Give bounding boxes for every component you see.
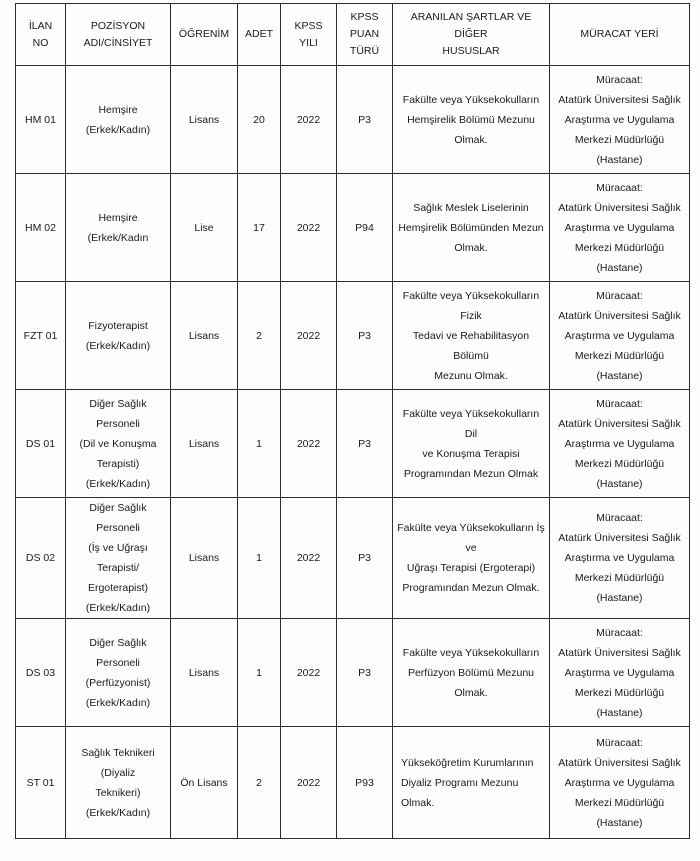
cell-ogrenim: Lisans [171,619,238,727]
cell-kpss-yili: 2022 [281,174,337,282]
header-muracat: MÜRACAT YERİ [550,4,690,66]
cell-ilan-no: FZT 01 [16,282,66,390]
cell-adet: 17 [238,174,281,282]
table-row [16,727,690,839]
cell-kpss-puan: P3 [337,619,393,727]
cell-kpss-puan: P3 [337,498,393,619]
table-row [16,498,690,619]
cell-ogrenim: Lise [171,174,238,282]
cell-kpss-yili: 2022 [281,390,337,498]
cell-adet: 1 [238,498,281,619]
cell-muracat: Müracaat: Atatürk Üniversitesi Sağlık Araştırma ve Uygulama Merkezi Müdürlüğü (Hastane) [550,174,690,282]
cell-sartlar: Fakülte veya Yüksekokulların Fizik Tedavi ve Rehabilitasyon Bölümü Mezunu Olmak. [393,282,550,390]
cell-sartlar: Fakülte veya Yüksekokulların Perfüzyon Bölümü Mezunu Olmak. [393,619,550,727]
cell-ilan-no: ST 01 [16,727,66,839]
cell-ilan-no: HM 01 [16,66,66,174]
cell-sartlar: Sağlık Meslek Liselerinin Hemşirelik Bölümünden Mezun Olmak. [393,174,550,282]
cell-pozisyon: Diğer Sağlık Personeli (İş ve Uğraşı Terapisti/ Ergoterapist) (Erkek/Kadın) [66,498,171,619]
cell-kpss-puan: P93 [337,727,393,839]
header-ogrenim: ÖĞRENİM [171,4,238,66]
cell-adet: 2 [238,727,281,839]
cell-kpss-yili: 2022 [281,619,337,727]
cell-kpss-yili: 2022 [281,498,337,619]
cell-adet: 20 [238,66,281,174]
cell-ogrenim: Lisans [171,498,238,619]
cell-sartlar: Fakülte veya Yüksekokulların İş ve Uğraşı Terapisi (Ergoterapi) Programından Mezun Olmak. [393,498,550,619]
cell-pozisyon: Diğer Sağlık Personeli (Perfüzyonist) (Erkek/Kadın) [66,619,171,727]
header-adet: ADET [238,4,281,66]
cell-adet: 1 [238,390,281,498]
cell-muracat: Müracaat: Atatürk Üniversitesi Sağlık Araştırma ve Uygulama Merkezi Müdürlüğü (Hastane) [550,619,690,727]
table-row [16,390,690,498]
cell-kpss-puan: P3 [337,66,393,174]
cell-ilan-no: DS 02 [16,498,66,619]
cell-sartlar: Fakülte veya Yüksekokulların Hemşirelik Bölümü Mezunu Olmak. [393,66,550,174]
cell-pozisyon: Diğer Sağlık Personeli (Dil ve Konuşma Terapisti) (Erkek/Kadın) [66,390,171,498]
cell-pozisyon: Fizyoterapist (Erkek/Kadın) [66,282,171,390]
cell-ilan-no: DS 01 [16,390,66,498]
header-sartlar: ARANILAN ŞARTLAR VE DİĞER HUSUSLAR [393,4,550,66]
table-row [16,282,690,390]
cell-pozisyon: Hemşire (Erkek/Kadın [66,174,171,282]
cell-ilan-no: DS 03 [16,619,66,727]
cell-kpss-yili: 2022 [281,282,337,390]
cell-kpss-yili: 2022 [281,727,337,839]
cell-sartlar: Fakülte veya Yüksekokulların Dil ve Konuşma Terapisi Programından Mezun Olmak [393,390,550,498]
cell-muracat: Müracaat: Atatürk Üniversitesi Sağlık Araştırma ve Uygulama Merkezi Müdürlüğü (Hastane) [550,282,690,390]
header-kpss-puan: KPSS PUAN TÜRÜ [337,4,393,66]
cell-adet: 1 [238,619,281,727]
cell-muracat: Müracaat: Atatürk Üniversitesi Sağlık Araştırma ve Uygulama Merkezi Müdürlüğü (Hastane) [550,727,690,839]
cell-ogrenim: Lisans [171,66,238,174]
table-row [16,66,690,174]
cell-pozisyon: Hemşire (Erkek/Kadın) [66,66,171,174]
cell-adet: 2 [238,282,281,390]
cell-ogrenim: Ön Lisans [171,727,238,839]
cell-ogrenim: Lisans [171,282,238,390]
header-pozisyon: POZİSYON ADI/CİNSİYET [66,4,171,66]
cell-kpss-puan: P3 [337,282,393,390]
header-row [16,4,690,66]
cell-kpss-puan: P94 [337,174,393,282]
cell-muracat: Müracaat: Atatürk Üniversitesi Sağlık Araştırma ve Uygulama Merkezi Müdürlüğü (Hastane) [550,390,690,498]
header-ilan-no: İLAN NO [16,4,66,66]
table-row [16,619,690,727]
header-kpss-yili: KPSS YILI [281,4,337,66]
cell-sartlar: Yükseköğretim Kurumlarının Diyaliz Programı Mezunu Olmak. [393,727,550,839]
cell-ogrenim: Lisans [171,390,238,498]
cell-kpss-yili: 2022 [281,66,337,174]
cell-pozisyon: Sağlık Teknikeri (Diyaliz Teknikeri) (Erkek/Kadın) [66,727,171,839]
cell-muracat: Müracaat: Atatürk Üniversitesi Sağlık Araştırma ve Uygulama Merkezi Müdürlüğü (Hastane) [550,498,690,619]
job-listing-table [15,3,690,839]
cell-muracat: Müracaat: Atatürk Üniversitesi Sağlık Araştırma ve Uygulama Merkezi Müdürlüğü (Hastane) [550,66,690,174]
cell-ilan-no: HM 02 [16,174,66,282]
cell-kpss-puan: P3 [337,390,393,498]
table-row [16,174,690,282]
